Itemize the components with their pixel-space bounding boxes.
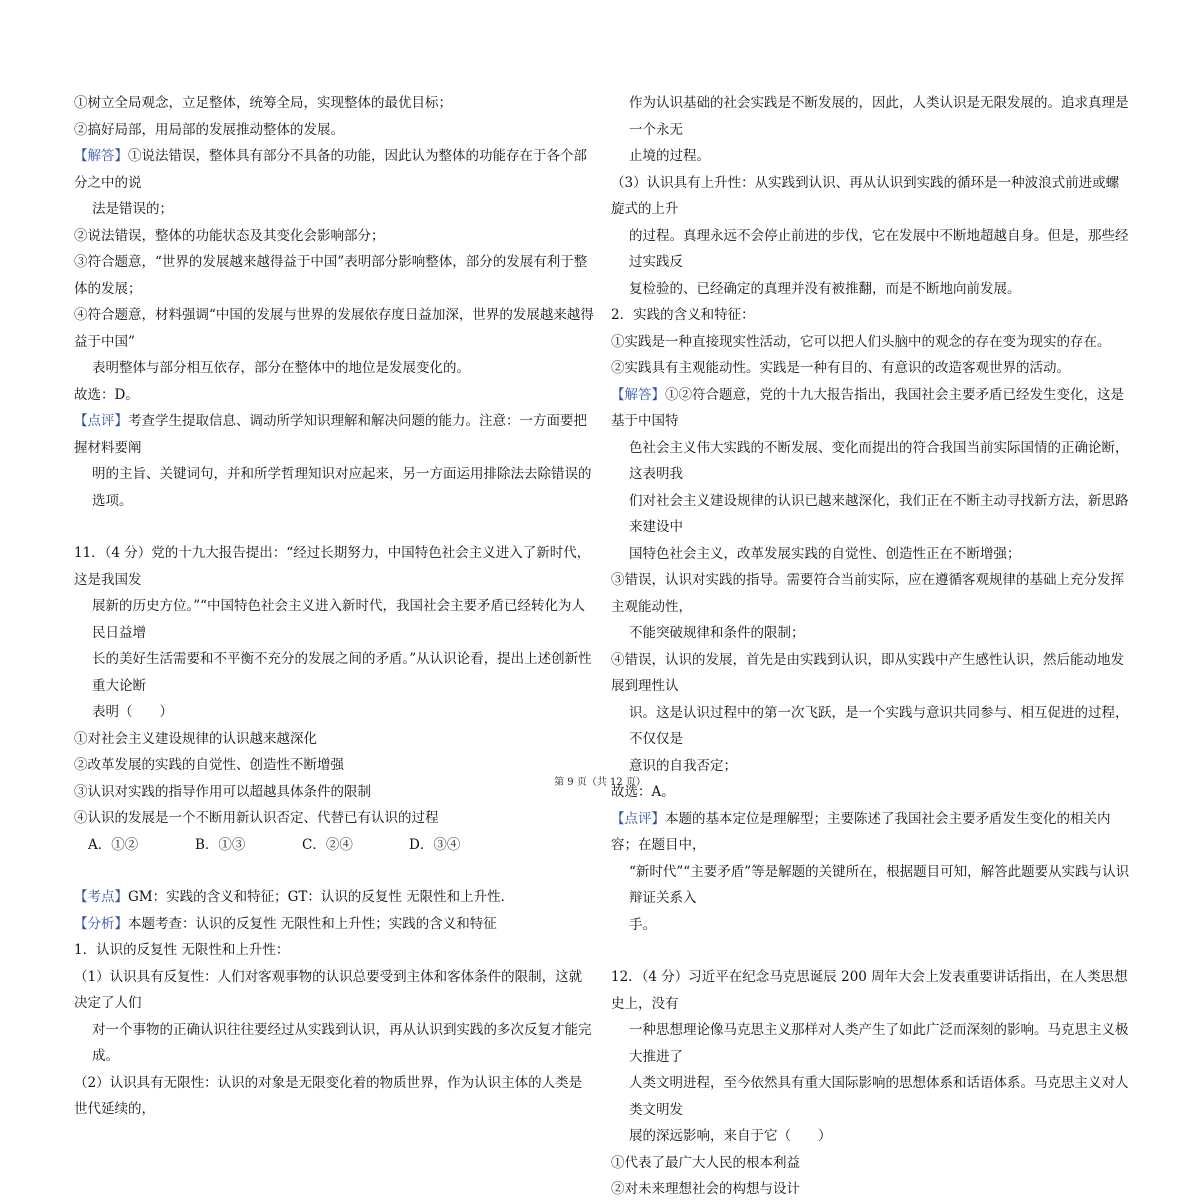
text-line: ②实践具有主观能动性。实践是一种有目的、有意识的改造客观世界的活动。 [611, 360, 1070, 376]
option-c: C．②④ [302, 836, 353, 853]
statement-item: ③认识对实践的指导作用可以超越具体条件的限制 [74, 783, 371, 800]
question-12-stem: 12．（4 分）习近平在纪念马克思诞辰 200 周年大会上发表重要讲话指出，在人类思想史上，没有 [611, 969, 1128, 1012]
text-span: 本题的基本定位是理解型；主要陈述了我国社会主要矛盾发生变化的相关内容；在题目中， [611, 810, 1111, 853]
text-line: 展新的历史方位。”“中国特色社会主义进入新时代，我国社会主要矛盾已经转化为人民日益增 [92, 598, 586, 641]
text-span: 考查学生提取信息、调动所学知识理解和解决问题的能力。注意：一方面要把握材料要阐 [74, 413, 587, 456]
text-line: 对一个事物的正确认识往往要经过从实践到认识，再从认识到实践的多次反复才能完成。 [92, 1021, 592, 1064]
text-line: 展的深远影响，来自于它（ ） [629, 1128, 832, 1144]
statement-item: ①对社会主义建设规律的认识越来越深化 [74, 730, 317, 747]
text-line: ③符合题意，“世界的发展越来越得益于中国”表明部分影响整体，部分的发展有利于整体的发展； [74, 254, 588, 297]
analysis-paragraph [74, 911, 594, 938]
text-span: GM：实践的含义和特征；GT：认识的反复性 无限性和上升性． [128, 889, 515, 905]
left-column [74, 90, 594, 1123]
comment-paragraph [611, 806, 1131, 859]
statement-item: ④认识的发展是一个不断用新认识否定、代替已有认识的过程 [74, 810, 439, 826]
answer-paragraph [74, 143, 594, 196]
knowledge-tag: 【考点】 [74, 889, 128, 905]
text-line: 人类文明进程，至今依然具有重大国际影响的思想体系和话语体系。马克思主义对人类文明发 [629, 1075, 1129, 1118]
spacer [74, 858, 594, 884]
answer-tag: 【解答】 [611, 386, 665, 403]
text-line: ②说法错误，整体的功能状态及其变化会影响部分； [74, 227, 385, 244]
text-line: ①树立全局观念，立足整体，统筹全局，实现整体的最优目标； [74, 95, 452, 111]
knowledge-point [74, 884, 594, 911]
text-line: 长的美好生活需要和不平衡不充分的发展之间的矛盾。”从认识论看，提出上述创新性重大论断 [92, 651, 592, 694]
text-span: ①②符合题意，党的十九大报告指出，我国社会主要矛盾已经发生变化，这是基于中国特 [611, 386, 1124, 429]
text-line: 手。 [629, 916, 656, 933]
answer-options [74, 832, 594, 859]
answer-paragraph [611, 382, 1131, 435]
statement-item: ②对未来理想社会的构想与设计 [611, 1181, 800, 1197]
text-line: 不能突破规律和条件的限制； [629, 625, 805, 641]
question-11-stem: 11．（4 分）党的十九大报告提出：“经过长期努力，中国特色社会主义进入了新时代，这是我国发 [74, 545, 591, 588]
spacer [611, 938, 1131, 964]
comment-tag: 【点评】 [74, 413, 128, 429]
text-line: ③错误，认识对实践的指导。需要符合当前实际，应在遵循客观规律的基础上充分发挥主观能动性， [611, 572, 1124, 615]
text-line: 明的主旨、关键词句，并和所学哲理知识对应起来，另一方面运用排除法去除错误的选项。 [92, 466, 592, 509]
text-line: 止境的过程。 [629, 148, 710, 164]
spacer [74, 514, 594, 540]
text-line: 们对社会主义建设规律的认识已越来越深化，我们正在不断主动寻找新方法，新思路来建设中 [629, 492, 1129, 535]
text-span: ①说法错误，整体具有部分不具备的功能，因此认为整体的功能存在于各个部分之中的说 [74, 148, 587, 191]
right-column [611, 90, 1131, 1203]
text-span: 本题考查：认识的反复性 无限性和上升性；实践的含义和特征 [128, 915, 497, 932]
text-line: ④符合题意，材料强调“中国的发展与世界的发展依存度日益加深，世界的发展越来越得益于中国” [74, 307, 594, 350]
statement-item: ②改革发展的实践的自觉性、创造性不断增强 [74, 757, 344, 773]
text-line: 复检验的、已经确定的真理并没有被推翻，而是不断地向前发展。 [629, 280, 1021, 297]
text-line: 2．实践的含义和特征： [611, 307, 755, 323]
text-line: ①实践是一种直接现实性活动，它可以把人们头脑中的观念的存在变为现实的存在。 [611, 333, 1111, 350]
analysis-tag: 【分析】 [74, 915, 128, 932]
text-line: （1）认识具有反复性：人们对客观事物的认识总要受到主体和客体条件的限制，这就决定了人们 [74, 968, 583, 1011]
text-line: 识。这是认识过程中的第一次飞跃，是一个实践与意识共同参与、相互促进的过程，不仅仅是 [629, 704, 1129, 747]
text-line: 法是错误的； [92, 201, 173, 217]
answer-tag: 【解答】 [74, 148, 128, 164]
text-line: 国特色社会主义，改革发展实践的自觉性、创造性正在不断增强； [629, 545, 1021, 562]
option-d: D．③④ [409, 836, 461, 853]
page-footer: 第 9 页（共 12 页） [554, 777, 646, 788]
text-line: 意识的自我否定； [629, 757, 737, 774]
statement-item: ①代表了最广大人民的根本利益 [611, 1154, 800, 1171]
comment-paragraph [74, 408, 594, 461]
option-a: A．①② [88, 836, 139, 853]
comment-tag: 【点评】 [611, 810, 665, 827]
text-line: 表明（ ） [92, 704, 173, 720]
option-b: B．①③ [195, 836, 246, 853]
text-line: （3）认识具有上升性：从实践到认识、再从认识到实践的循环是一种波浪式前进或螺旋式的上升 [611, 174, 1120, 217]
answer-choice: 故选：A。 [611, 784, 675, 800]
text-line: （2）认识具有无限性：认识的对象是无限变化着的物质世界，作为认识主体的人类是世代延续的， [74, 1074, 583, 1117]
text-line: ④错误，认识的发展，首先是由实践到认识，即从实践中产生感性认识，然后能动地发展到理性认 [611, 651, 1124, 694]
text-line: 表明整体与部分相互依存，部分在整体中的地位是发展变化的。 [92, 360, 470, 376]
text-line: ②搞好局部，用局部的发展推动整体的发展。 [74, 121, 344, 138]
text-line: “新时代”“主要矛盾”等是解题的关键所在，根据题目可知，解答此题要从实践与认识辩证关系入 [629, 863, 1130, 906]
text-line: 的过程。真理永远不会停止前进的步伐，它在发展中不断地超越自身。但是，那些经过实践反 [629, 227, 1129, 270]
text-line: 色社会主义伟大实践的不断发展、变化而提出的符合我国当前实际国情的正确论断，这表明我 [629, 439, 1129, 482]
text-line: 1．认识的反复性 无限性和上升性： [74, 942, 290, 958]
answer-choice: 故选：D。 [74, 386, 139, 403]
text-line: 作为认识基础的社会实践是不断发展的，因此，人类认识是无限发展的。追求真理是一个永无 [629, 95, 1129, 138]
text-line: 一种思想理论像马克思主义那样对人类产生了如此广泛而深刻的影响。马克思主义极大推进了 [629, 1022, 1129, 1065]
